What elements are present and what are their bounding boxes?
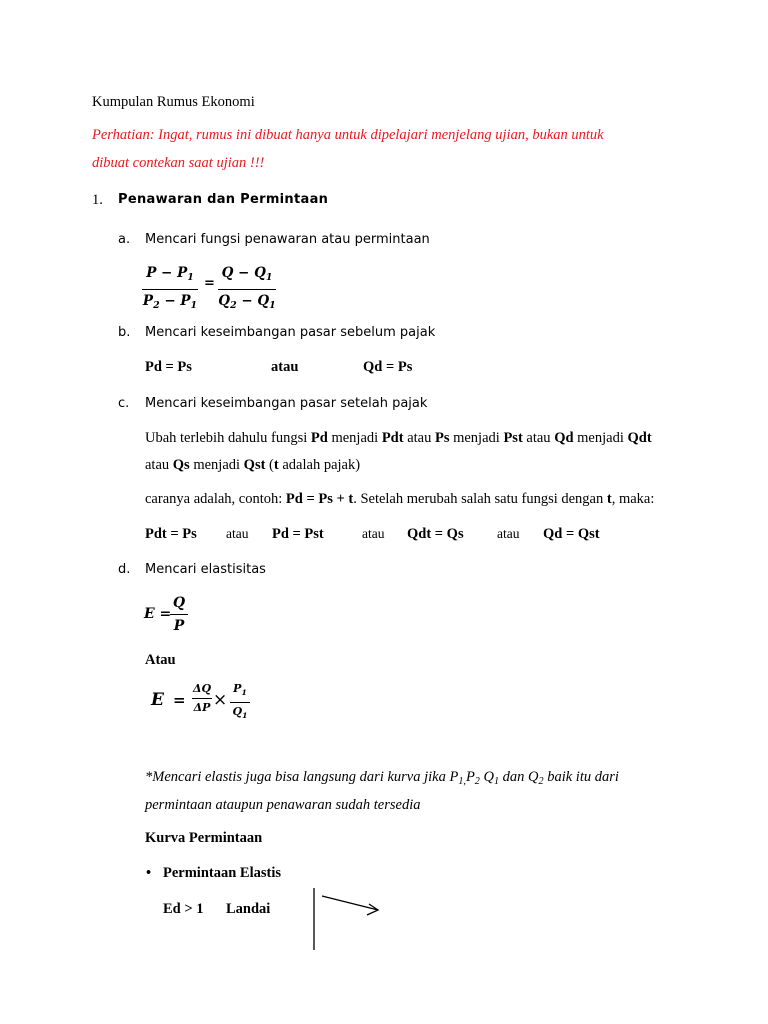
formula-p1-q1-fraction: $P_1$ $Q_1$ — [230, 681, 250, 724]
section-title: Penawaran dan Permintaan — [118, 192, 329, 207]
section-number: 1. — [92, 192, 103, 208]
item-d-text: Mencari elastisitas — [145, 562, 266, 577]
warning-line-1: Perhatian: Ingat, rumus ini dibuat hanya untuk dipelajari menjelang ujian, bukan untuk — [92, 127, 604, 143]
kurva-title: Kurva Permintaan — [145, 830, 263, 846]
item-a-marker: a. — [118, 232, 131, 247]
formula-equals: = — [204, 276, 215, 291]
formula-e-equals: = — [173, 691, 186, 709]
or-label-1: atau — [226, 526, 249, 541]
equation-qdt-qs: Qdt = Qs — [407, 526, 464, 542]
demand-line — [322, 896, 378, 910]
landai-label: Landai — [226, 901, 271, 917]
formula-e-symbol: E — [151, 690, 164, 710]
item-a-text: Mencari fungsi penawaran atau permintaan — [145, 232, 430, 247]
item-b-marker: b. — [118, 325, 131, 340]
formula-rhs-fraction: $Q - Q_1$ $Q_2 - Q_1$ — [218, 265, 276, 311]
times-sign: × — [213, 690, 228, 710]
warning-line-2: dibuat contekan saat ujian !!! — [92, 155, 265, 171]
equation-pd-pst: Pd = Pst — [272, 526, 324, 542]
equation-pdt-ps: Pdt = Ps — [145, 526, 197, 542]
ed-condition: Ed > 1 — [163, 901, 204, 917]
formula-delta-fraction: ΔQ ΔP — [192, 682, 212, 714]
item-b-text: Mencari keseimbangan pasar sebelum pajak — [145, 325, 436, 340]
item-d-marker: d. — [118, 562, 131, 577]
or-label: atau — [271, 359, 299, 375]
elastic-curve-diagram — [305, 884, 385, 954]
item-c-marker: c. — [118, 396, 130, 411]
elasticity-note-line-2: permintaan ataupun penawaran sudah tersedia — [145, 797, 421, 813]
paragraph-c-line-3: caranya adalah, contoh: Pd = Ps + t. Setelah merubah salah satu fungsi dengan t, maka: — [145, 491, 655, 507]
item-c-text: Mencari keseimbangan pasar setelah pajak — [145, 396, 428, 411]
bullet: • — [146, 865, 152, 881]
paragraph-c-line-2: atau Qs menjadi Qst (t adalah pajak) — [145, 457, 361, 473]
atau-label: Atau — [145, 652, 176, 668]
formula-lhs-fraction: $P - P_1$ $P_2 - P_1$ — [142, 265, 198, 311]
equation-pd-ps: Pd = Ps — [145, 359, 192, 375]
document-title: Kumpulan Rumus Ekonomi — [92, 94, 255, 110]
equation-qd-ps: Qd = Ps — [363, 359, 413, 375]
equation-qd-qst: Qd = Qst — [543, 526, 600, 542]
or-label-3: atau — [497, 526, 520, 541]
arrow-head-icon — [367, 904, 378, 915]
formula-e-lhs: E = — [144, 606, 172, 622]
formula-q-over-p: Q P — [170, 593, 188, 636]
elasticity-note-line-1: *Mencari elastis juga bisa langsung dari kurva jika $P_{1,}P_2$ $Q_1$ dan $Q_2$ baik itu dari — [145, 769, 619, 787]
bullet-item-elastis: Permintaan Elastis — [163, 865, 282, 881]
paragraph-c-line-1: Ubah terlebih dahulu fungsi Pd menjadi Pdt atau Ps menjadi Pst atau Qd menjadi Qdt — [145, 430, 652, 446]
or-label-2: atau — [362, 526, 385, 541]
